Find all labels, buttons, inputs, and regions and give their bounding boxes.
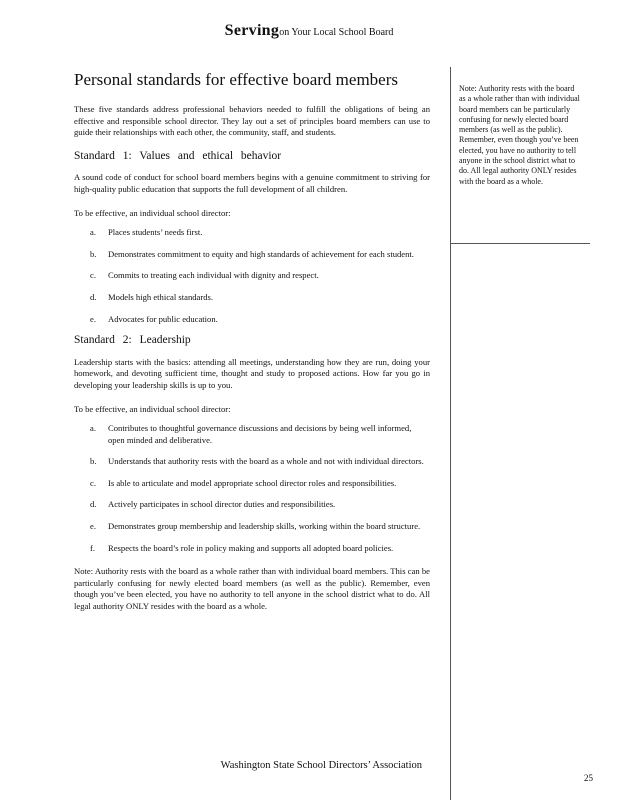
list-marker: c. bbox=[90, 477, 96, 488]
list-item-text: Demonstrates group membership and leadership skills, working within the board structure. bbox=[108, 521, 421, 532]
list-item bbox=[74, 423, 430, 446]
list-marker: e. bbox=[90, 313, 96, 324]
standard-2-body: Leadership starts with the basics: attending all meetings, understanding how they are run, doing your homework, and devoting sufficient time, thought and study to proposed actions. How far you go in developing your leadership skills is up to you. bbox=[74, 356, 430, 390]
list-item-text: Models high ethical standards. bbox=[108, 291, 214, 302]
main-column bbox=[74, 70, 430, 621]
list-item-text: Is able to articulate and model appropriate school director roles and responsibilities. bbox=[108, 477, 397, 488]
list-marker: b. bbox=[90, 456, 97, 467]
list-marker: d. bbox=[90, 499, 97, 510]
standard-1-lead: To be effective, an individual school director: bbox=[74, 207, 231, 218]
footer-organization: Washington State School Directors’ Association bbox=[220, 760, 422, 771]
standard-2-heading: Standard 2: Leadership bbox=[74, 334, 191, 347]
header-brand: Serving bbox=[224, 22, 280, 39]
list-item bbox=[74, 249, 430, 261]
standard-1-heading: Standard 1: Values and ethical behavior bbox=[74, 149, 282, 162]
list-item-text: Understands that authority rests with the board as a whole and not with individual directors. bbox=[108, 456, 424, 467]
running-header bbox=[0, 22, 618, 40]
header-tagline: on Your Local School Board bbox=[279, 27, 394, 38]
list-marker: a. bbox=[90, 423, 96, 434]
list-item bbox=[74, 292, 430, 304]
list-item-text: Places students’ needs first. bbox=[108, 227, 203, 238]
sidebar-rule bbox=[450, 243, 590, 244]
standard-1-list bbox=[74, 227, 430, 325]
authority-note: Note: Authority rests with the board as a whole rather than with individual board members. This can be particularly confusing for newly elected board members (as well as the public). Remember, even though you’ve been elected, you have no authority to tell anyone in the school district what to do. All legal authority ONLY resides with the board as a whole. bbox=[74, 566, 430, 612]
standard-1-body: A sound code of conduct for school board members begins with a genuine commitment to striving for high-quality public education that supports the full development of all children. bbox=[74, 172, 430, 194]
list-item-text: Advocates for public education. bbox=[108, 313, 218, 324]
list-item bbox=[74, 499, 430, 511]
sidebar-note: Note: Authority rests with the board as a whole rather than with individual board members can be particularly confusing for newly elected board members (as well as the public). Remember, even though you’ve been elected, you have no authority to tell anyone in the school district what to do. All legal authority ONLY resides with the board as a whole. bbox=[459, 84, 580, 186]
list-item-text: Demonstrates commitment to equity and high standards of achievement for each student. bbox=[108, 248, 414, 259]
list-item-text: Commits to treating each individual with dignity and respect. bbox=[108, 270, 319, 281]
list-item bbox=[74, 478, 430, 490]
list-item-text: Actively participates in school director duties and responsibilities. bbox=[108, 499, 336, 510]
list-item bbox=[74, 521, 430, 533]
page-title: Personal standards for effective board members bbox=[74, 70, 398, 89]
list-marker: b. bbox=[90, 248, 97, 259]
list-marker: a. bbox=[90, 227, 96, 238]
list-marker: f. bbox=[90, 542, 96, 553]
sidebar-divider bbox=[450, 67, 451, 800]
list-item bbox=[74, 456, 430, 468]
list-marker: e. bbox=[90, 521, 96, 532]
list-item bbox=[74, 314, 430, 326]
list-item-text: Respects the board’s role in policy making and supports all adopted board policies. bbox=[108, 542, 394, 553]
standard-2-list bbox=[74, 423, 430, 554]
list-item bbox=[74, 270, 430, 282]
list-marker: c. bbox=[90, 270, 96, 281]
intro-paragraph: These five standards address professional behaviors needed to fulfill the obligations of being an effective and responsible school director. They lay out a set of principles board members can use to guide their relationships with each other, the community, staff, and students. bbox=[74, 104, 430, 138]
page-number: 25 bbox=[584, 773, 593, 783]
standard-2-lead: To be effective, an individual school director: bbox=[74, 403, 231, 414]
list-item-text: Contributes to thoughtful governance discussions and decisions by being well informed, open minded and deliberative. bbox=[108, 423, 412, 445]
list-marker: d. bbox=[90, 291, 97, 302]
list-item bbox=[74, 543, 430, 555]
list-item bbox=[74, 227, 430, 239]
